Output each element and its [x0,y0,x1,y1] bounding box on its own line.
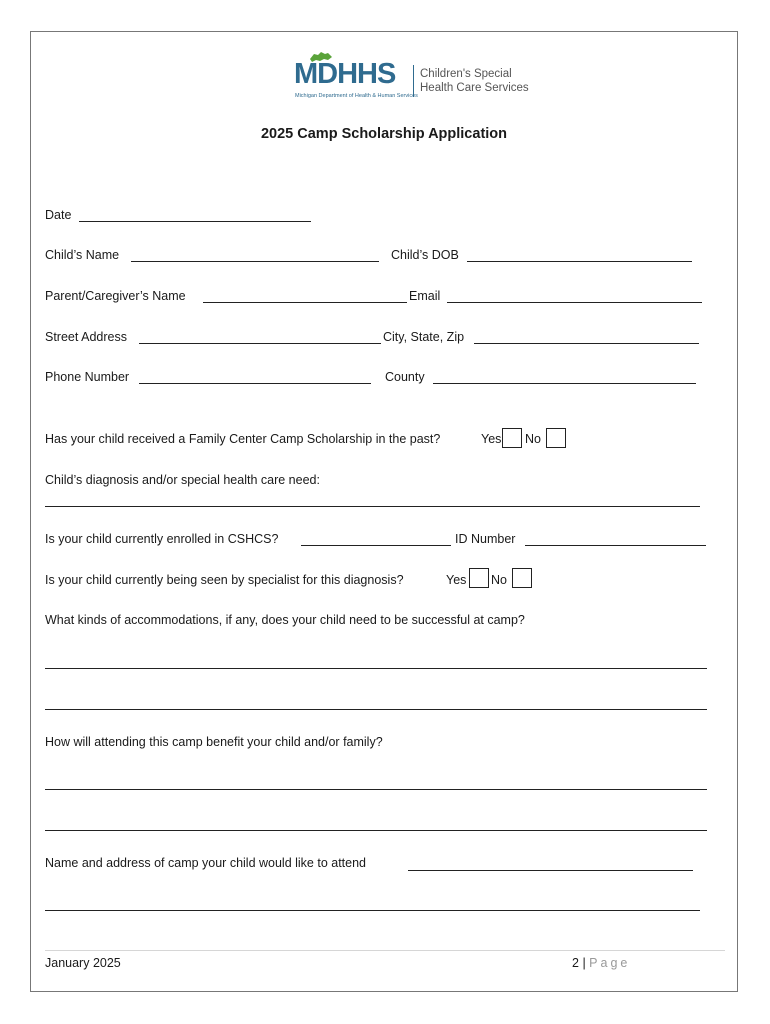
cshcs-question: Is your child currently enrolled in CSHCS? [45,532,279,546]
date-label: Date [45,208,72,222]
camp-name-field[interactable] [408,870,693,871]
footer-divider [45,950,725,951]
page-separator: | [582,956,586,970]
city-label: City, State, Zip [383,330,465,344]
mdhhs-logo [294,53,529,108]
email-field[interactable] [447,302,702,303]
logo-divider [413,65,414,97]
scholarship-no-label: No [525,432,541,446]
date-field[interactable] [79,221,311,222]
cshcs-field[interactable] [301,545,451,546]
scholarship-no-checkbox[interactable] [546,428,566,448]
accommodations-field-1[interactable] [45,668,707,669]
accommodations-field-2[interactable] [45,709,707,710]
county-field[interactable] [433,383,696,384]
parent-name-label: Parent/Caregiver’s Name [45,289,186,303]
logo-wordmark: MDHHS [294,58,396,90]
form-title: 2025 Camp Scholarship Application [260,126,508,142]
child-dob-field[interactable] [467,261,692,262]
diagnosis-question: Child’s diagnosis and/or special health care need: [45,473,320,487]
org-name-line1: Children's Special [420,68,512,80]
footer-date: January 2025 [45,956,121,970]
org-name [420,67,529,95]
benefit-field-2[interactable] [45,830,707,831]
scholarship-yes-label: Yes [481,432,502,446]
benefit-field-1[interactable] [45,789,707,790]
page-number: 2 [572,956,579,970]
scholarship-question: Has your child received a Family Center Camp Scholarship in the past? [45,432,441,446]
city-field[interactable] [474,343,699,344]
parent-name-field[interactable] [203,302,407,303]
page-word: Page [589,956,631,970]
email-label: Email [409,289,441,303]
child-name-field[interactable] [131,261,379,262]
form-page [30,31,738,992]
footer-page-indicator [572,955,630,971]
benefit-question: How will attending this camp benefit your child and/or family? [45,735,383,749]
child-dob-label: Child’s DOB [391,248,459,262]
camp-question: Name and address of camp your child would like to attend [45,856,367,870]
scholarship-yes-checkbox[interactable] [502,428,522,448]
specialist-question: Is your child currently being seen by specialist for this diagnosis? [45,573,404,587]
county-label: County [385,370,425,384]
specialist-yes-checkbox[interactable] [469,568,489,588]
child-name-label: Child’s Name [45,248,120,262]
street-label: Street Address [45,330,127,344]
id-number-label: ID Number [455,532,516,546]
accommodations-question: What kinds of accommodations, if any, does your child need to be successful at camp? [45,613,525,627]
phone-label: Phone Number [45,370,130,384]
camp-address-field[interactable] [45,910,700,911]
street-field[interactable] [139,343,381,344]
phone-field[interactable] [139,383,371,384]
specialist-no-label: No [491,573,507,587]
specialist-no-checkbox[interactable] [512,568,532,588]
specialist-yes-label: Yes [446,573,467,587]
diagnosis-field[interactable] [45,506,700,507]
logo-tagline: Michigan Department of Health & Human Services [295,93,418,99]
org-name-line2: Health Care Services [420,82,529,94]
id-number-field[interactable] [525,545,706,546]
